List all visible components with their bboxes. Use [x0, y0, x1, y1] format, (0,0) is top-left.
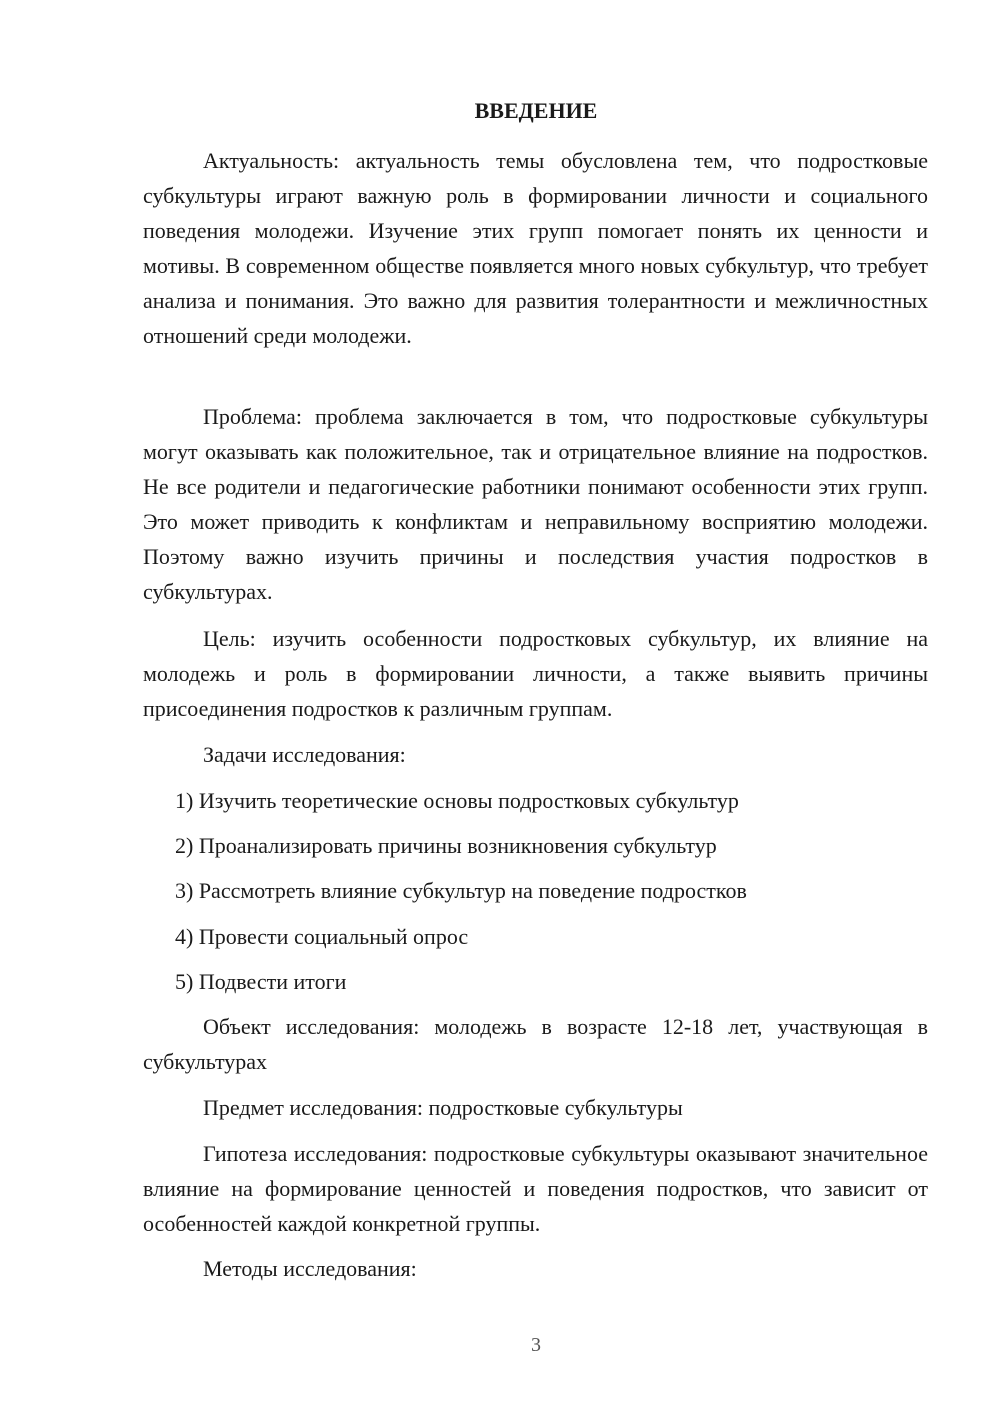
- tasks-heading-block: [143, 737, 928, 772]
- list-item: 5) Подвести итоги: [175, 969, 347, 994]
- relevance-paragraph: Актуальность: актуальность темы обусловлена тем, что подростковые субкультуры играют важную роль в формировании личности и социального поведения молодежи. Изучение этих групп помогает понять их ценности и мотивы. В современном обществе появляется много новых субкультур, что требует анализа и понимания. Это важно для развития толерантности и межличностных отношений среди молодежи.: [143, 148, 928, 348]
- goal-paragraph: Цель: изучить особенности подростковых субкультур, их влияние на молодежь и роль в формировании личности, а также выявить причины присоединения подростков к различным группам.: [143, 626, 928, 721]
- methods-heading-block: [143, 1251, 928, 1286]
- goal-block: [143, 621, 928, 726]
- hypothesis-block: [143, 1136, 928, 1241]
- hypothesis-paragraph: Гипотеза исследования: подростковые субкультуры оказывают значительное влияние на формирование ценностей и поведения подростков, что зависит от особенностей каждой конкретной группы.: [143, 1141, 928, 1236]
- section-title: ВВЕДЕНИЕ: [474, 98, 598, 123]
- tasks-heading: Задачи исследования:: [203, 742, 406, 767]
- relevance-block: [143, 143, 928, 353]
- page-number: 3: [531, 1334, 541, 1356]
- subject-paragraph: Предмет исследования: подростковые субкультуры: [203, 1095, 683, 1120]
- methods-heading: Методы исследования:: [203, 1256, 417, 1281]
- list-item: 4) Провести социальный опрос: [175, 924, 469, 949]
- object-block: [143, 1009, 928, 1079]
- subject-block: [143, 1090, 928, 1125]
- problem-paragraph: Проблема: проблема заключается в том, что подростковые субкультуры могут оказывать как положительное, так и отрицательное влияние на подростков. Не все родители и педагогические работники понимают особенности этих групп. Это может приводить к конфликтам и неправильному восприятию молодежи. Поэтому важно изучить причины и последствия участия подростков в субкультурах.: [143, 404, 928, 604]
- problem-block: [143, 399, 928, 609]
- object-paragraph: Объект исследования: молодежь в возрасте 12-18 лет, участвующая в субкультурах: [143, 1014, 928, 1074]
- list-item: 1) Изучить теоретические основы подростковых субкультур: [175, 788, 739, 813]
- list-item: 2) Проанализировать причины возникновения субкультур: [175, 833, 717, 858]
- list-item: 3) Рассмотреть влияние субкультур на поведение подростков: [175, 878, 747, 903]
